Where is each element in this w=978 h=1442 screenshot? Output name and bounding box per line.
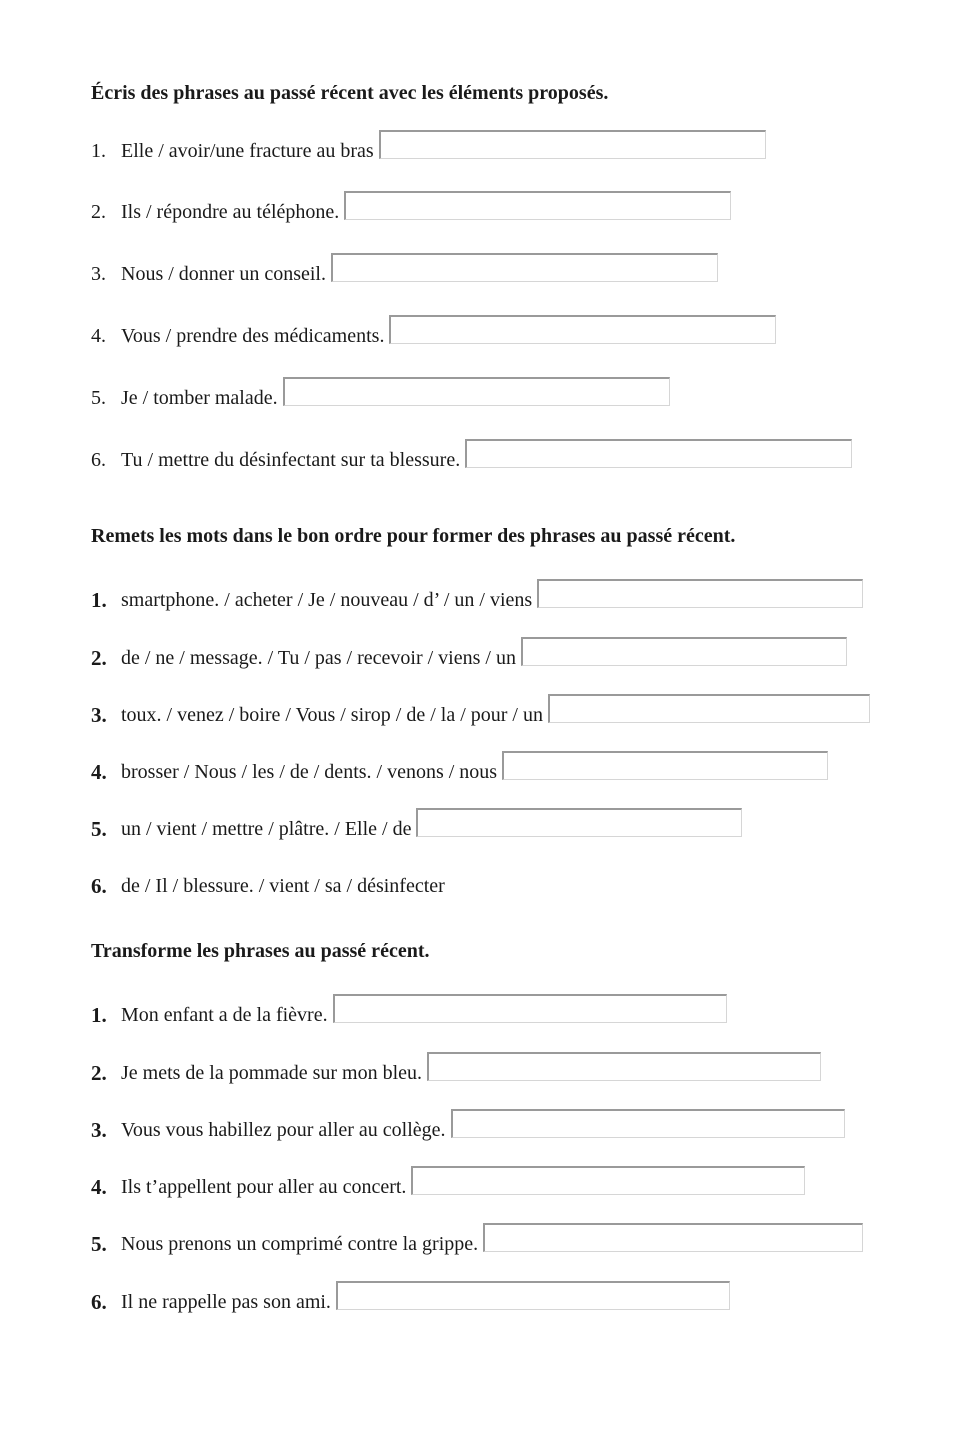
item-number: 4. xyxy=(91,1175,107,1199)
item-number: 6. xyxy=(91,1290,107,1314)
section-2-answer-5-input[interactable] xyxy=(416,808,742,837)
section-3-item-5 xyxy=(91,1221,863,1255)
section-2-answer-4-input[interactable] xyxy=(502,751,828,780)
section-2-answer-1-input[interactable] xyxy=(537,579,863,608)
section-1-item-2 xyxy=(91,189,731,223)
section-1-heading: Écris des phrases au passé récent avec les éléments proposés. xyxy=(91,82,609,104)
item-prompt: Mon enfant a de la fièvre. xyxy=(121,1004,328,1026)
item-number: 2. xyxy=(91,1061,107,1085)
section-1-item-1 xyxy=(91,128,766,162)
section-3-item-3 xyxy=(91,1107,845,1141)
item-number: 5. xyxy=(91,387,106,409)
item-prompt: Ils t’appellent pour aller au concert. xyxy=(121,1176,407,1198)
section-1-answer-3-input[interactable] xyxy=(331,253,718,282)
section-3-answer-2-input[interactable] xyxy=(427,1052,821,1081)
item-prompt: Nous / donner un conseil. xyxy=(121,263,326,285)
item-number: 2. xyxy=(91,646,107,670)
section-2-item-4 xyxy=(91,749,828,783)
item-prompt: Elle / avoir/une fracture au bras xyxy=(121,140,374,162)
section-1-item-5 xyxy=(91,375,670,409)
item-prompt: Je mets de la pommade sur mon bleu. xyxy=(121,1062,423,1084)
item-number: 5. xyxy=(91,817,107,841)
item-number: 3. xyxy=(91,263,106,285)
item-number: 3. xyxy=(91,703,107,727)
section-1-answer-6-input[interactable] xyxy=(465,439,852,468)
section-1-item-4 xyxy=(91,313,776,347)
item-prompt: Tu / mettre du désinfectant sur ta blessure. xyxy=(121,449,461,471)
section-3-answer-3-input[interactable] xyxy=(451,1109,845,1138)
item-prompt: smartphone. / acheter / Je / nouveau / d’ / un / viens xyxy=(121,589,533,611)
item-prompt: Il ne rappelle pas son ami. xyxy=(121,1291,331,1313)
item-prompt: de / Il / blessure. / vient / sa / désinfecter xyxy=(121,875,445,897)
item-number: 2. xyxy=(91,201,106,223)
section-2-item-6 xyxy=(91,863,445,897)
item-prompt: Vous / prendre des médicaments. xyxy=(121,325,385,347)
section-2-item-5 xyxy=(91,806,742,840)
section-3-item-4 xyxy=(91,1164,805,1198)
section-3-answer-6-input[interactable] xyxy=(336,1281,730,1310)
item-number: 4. xyxy=(91,325,106,347)
section-2-item-3 xyxy=(91,692,870,726)
item-prompt: Nous prenons un comprimé contre la grippe. xyxy=(121,1233,479,1255)
section-1-item-3 xyxy=(91,251,718,285)
section-3-heading: Transforme les phrases au passé récent. xyxy=(91,940,430,962)
section-1-answer-1-input[interactable] xyxy=(379,130,766,159)
section-1-answer-5-input[interactable] xyxy=(283,377,670,406)
item-number: 1. xyxy=(91,1003,107,1027)
item-prompt: Ils / répondre au téléphone. xyxy=(121,201,340,223)
section-2-item-1 xyxy=(91,577,863,611)
section-2-heading: Remets les mots dans le bon ordre pour former des phrases au passé récent. xyxy=(91,525,736,547)
section-3-item-1 xyxy=(91,992,727,1026)
section-3-item-2 xyxy=(91,1050,821,1084)
section-3-item-6 xyxy=(91,1279,730,1313)
item-number: 4. xyxy=(91,760,107,784)
item-number: 1. xyxy=(91,588,107,612)
item-prompt: brosser / Nous / les / de / dents. / venons / nous xyxy=(121,761,498,783)
item-number: 5. xyxy=(91,1232,107,1256)
item-number: 3. xyxy=(91,1118,107,1142)
section-1-item-6 xyxy=(91,437,852,471)
item-prompt: toux. / venez / boire / Vous / sirop / de / la / pour / un xyxy=(121,704,543,726)
section-2-answer-2-input[interactable] xyxy=(521,637,847,666)
item-number: 1. xyxy=(91,140,106,162)
item-number: 6. xyxy=(91,874,107,898)
section-2-answer-3-input[interactable] xyxy=(548,694,870,723)
section-1-answer-2-input[interactable] xyxy=(344,191,731,220)
item-prompt: un / vient / mettre / plâtre. / Elle / de xyxy=(121,818,412,840)
item-number: 6. xyxy=(91,449,106,471)
item-prompt: de / ne / message. / Tu / pas / recevoir / viens / un xyxy=(121,647,516,669)
section-1-answer-4-input[interactable] xyxy=(389,315,776,344)
item-prompt: Vous vous habillez pour aller au collège. xyxy=(121,1119,446,1141)
section-3-answer-1-input[interactable] xyxy=(333,994,727,1023)
section-3-answer-4-input[interactable] xyxy=(411,1166,805,1195)
section-3-answer-5-input[interactable] xyxy=(483,1223,863,1252)
item-prompt: Je / tomber malade. xyxy=(121,387,278,409)
section-2-item-2 xyxy=(91,635,847,669)
